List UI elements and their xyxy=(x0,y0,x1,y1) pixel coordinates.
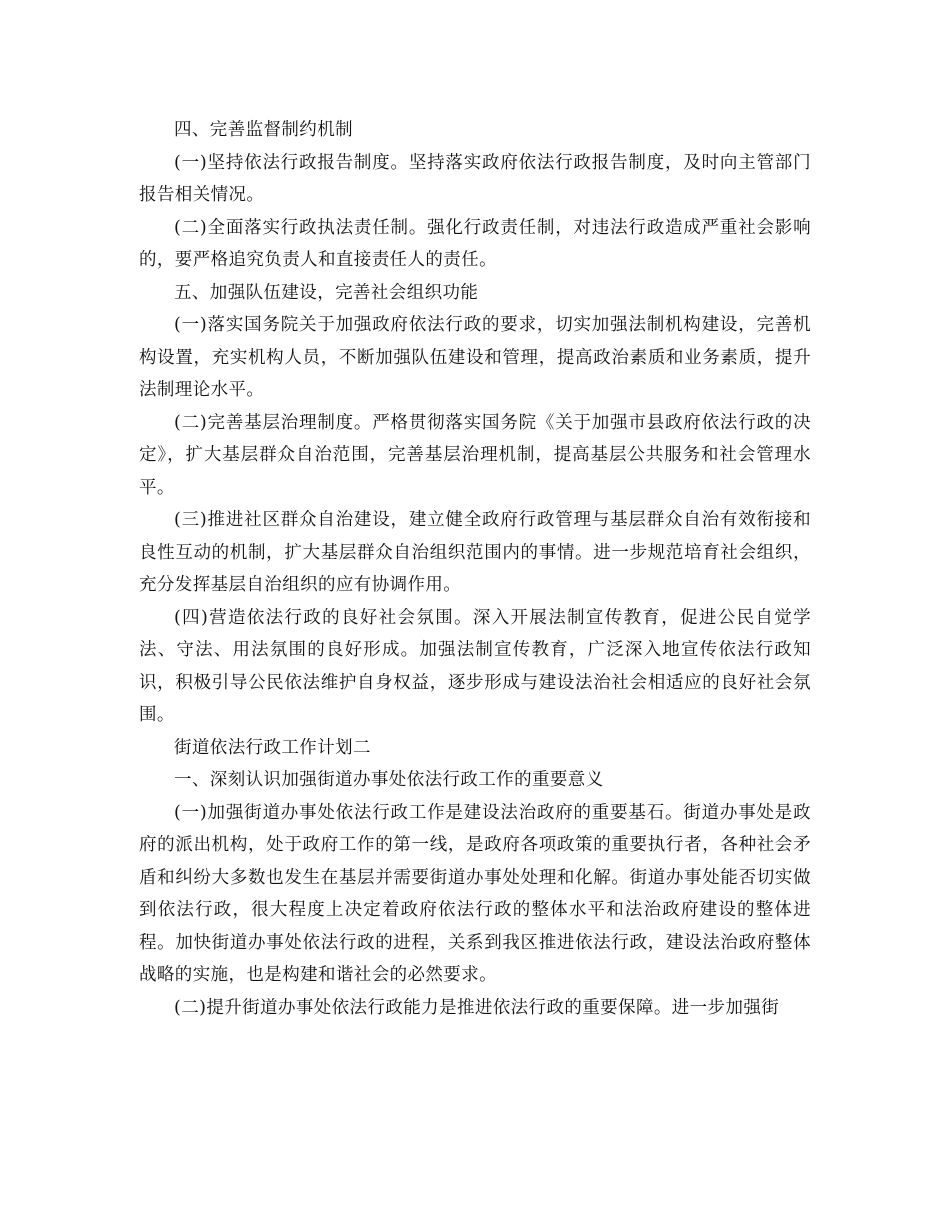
paragraph-5-4: (四)营造依法行政的良好社会氛围。深入开展法制宣传教育，促进公民自觉学法、守法、用法氛围的良好形成。加强法制宣传教育，广泛深入地宣传依法行政知识，积极引导公民依法维护自身权益，逐步形成与建设法治社会相适应的良好社会氛围。 xyxy=(139,607,811,725)
paragraph-5-3: (三)推进社区群众自治建设，建立健全政府行政管理与基层群众自治有效衔接和良性互动的机制，扩大基层群众自治组织范围内的事情。进一步规范培育社会组织，充分发挥基层自治组织的应有协调作用。 xyxy=(139,510,811,595)
paragraph-4-2: (二)全面落实行政执法责任制。强化行政责任制，对违法行政造成严重社会影响的，要严格追究负责人和直接责任人的责任。 xyxy=(139,217,811,270)
plan-two-paragraph-1-1: (一)加强街道办事处依法行政工作是建设法治政府的重要基石。街道办事处是政府的派出机构，处于政府工作的第一线，是政府各项政策的重要执行者，各种社会矛盾和纠纷大多数也发生在基层并需要街道办事处处理和化解。街道办事处能否切实做到依法行政，很大程度上决定着政府依法行政的整体水平和法治政府建设的整体进程。加快街道办事处依法行政的进程，关系到我区推进依法行政，建设法治政府整体战略的实施，也是构建和谐社会的必然要求。 xyxy=(139,802,811,985)
paragraph-4-1: (一)坚持依法行政报告制度。坚持落实政府依法行政报告制度，及时向主管部门报告相关情况。 xyxy=(139,152,811,205)
section-heading-4: 四、完善监督制约机制 xyxy=(174,120,353,140)
section-heading-5: 五、加强队伍建设，完善社会组织功能 xyxy=(174,282,479,303)
plan-two-paragraph-1-2: (二)提升街道办事处依法行政能力是推进依法行政的重要保障。进一步加强街 xyxy=(174,997,780,1018)
plan-two-title: 街道依法行政工作计划二 xyxy=(174,737,371,758)
paragraph-5-1: (一)落实国务院关于加强政府依法行政的要求，切实加强法制机构建设，完善机构设置，充实机构人员，不断加强队伍建设和管理，提高政治素质和业务素质，提升法制理论水平。 xyxy=(139,315,811,400)
document-body xyxy=(139,114,811,1024)
paragraph-5-2: (二)完善基层治理制度。严格贯彻落实国务院《关于加强市县政府依法行政的决定》，扩大基层群众自治范围，完善基层治理机制，提高基层公共服务和社会管理水平。 xyxy=(139,412,811,498)
plan-two-section-heading-1: 一、深刻认识加强街道办事处依法行政工作的重要意义 xyxy=(174,770,604,790)
